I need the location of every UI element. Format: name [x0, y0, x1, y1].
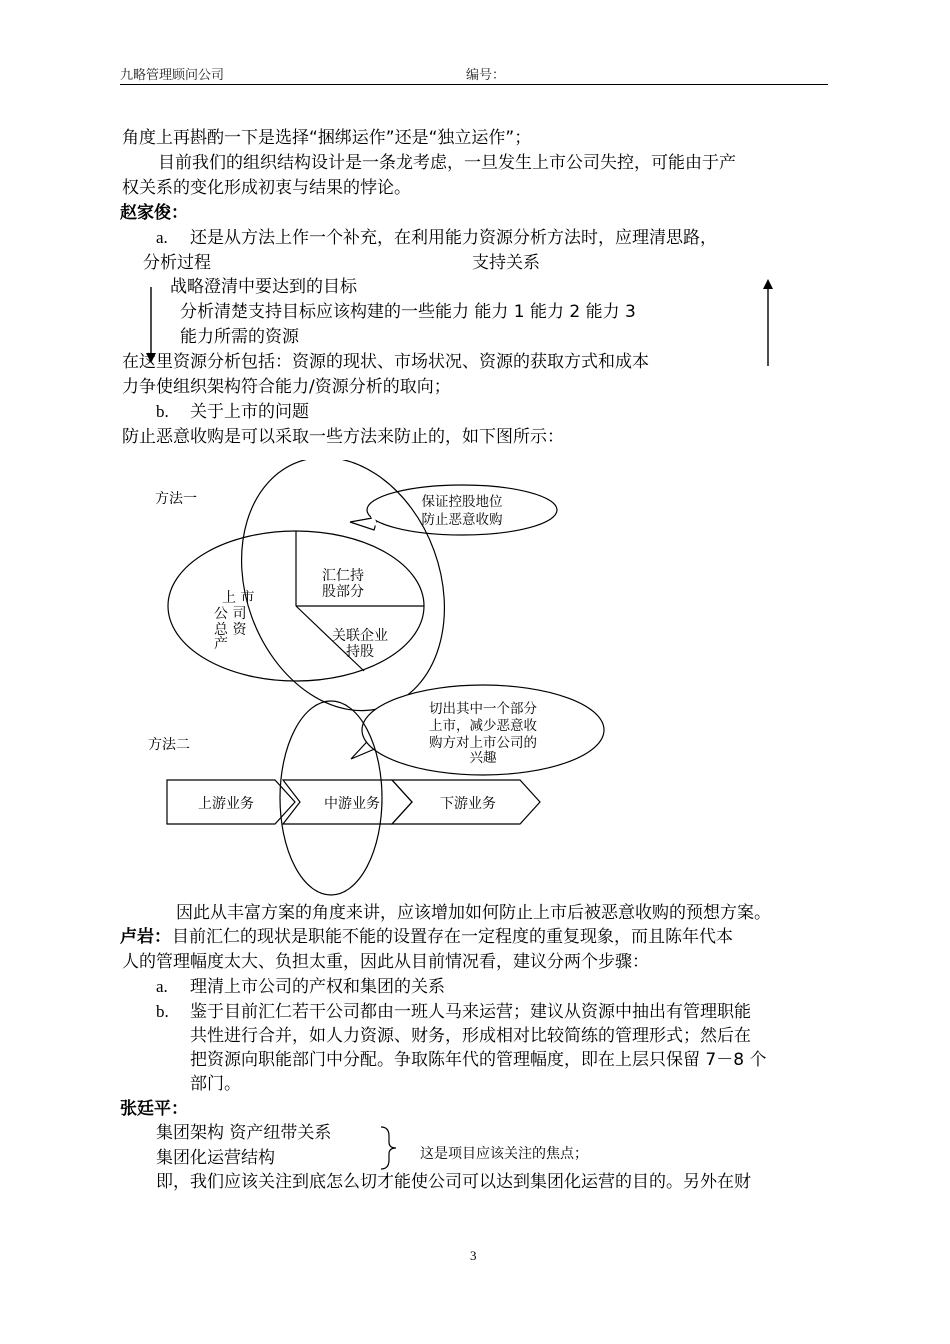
- speaker-name: 赵家俊：: [120, 203, 188, 223]
- analysis-step: 战略澄清中要达到的目标: [170, 277, 357, 297]
- text-line: 防止恶意收购是可以采取一些方法来防止的，如下图所示：: [122, 427, 564, 447]
- text-line: 角度上再斟酌一下是选择“捆绑运作”还是“独立运作”；: [122, 128, 532, 148]
- focus-note: 这是项目应该关注的焦点；: [420, 1147, 588, 1162]
- method-two-label: 方法二: [148, 737, 190, 753]
- value-chain: [167, 780, 540, 824]
- analysis-step: 能力所需的资源: [180, 327, 299, 347]
- speaker-name: 张廷平：: [120, 1099, 188, 1119]
- list-item-text: 把资源向职能部门中分配。争取陈年代的管理幅度，即在上层只保留 7－8 个: [190, 1050, 767, 1070]
- list-marker: b.: [156, 1002, 169, 1021]
- callout-bubble-1: [350, 485, 557, 535]
- right-brace-icon: [378, 1124, 400, 1172]
- text-line: 在这里资源分析包括：资源的现状、市场状况、资源的获取方式和成本: [122, 352, 649, 372]
- callout-text: 保证控股地位: [421, 494, 503, 510]
- header-number-label: 编号：: [466, 68, 506, 83]
- text-line: 目前汇仁的现状是职能不能的设置存在一定程度的重复现象，而且陈年代本: [172, 927, 733, 947]
- pie-label: 股部分: [322, 584, 364, 600]
- page-number: 3: [470, 1248, 477, 1263]
- callout-text: 兴趣: [469, 750, 497, 766]
- pie-label: 总 资: [214, 622, 247, 638]
- list-marker: a.: [156, 228, 168, 247]
- pie-label: 汇仁持: [322, 568, 364, 584]
- text-line: 目前我们的组织结构设计是一条龙考虑，一旦发生上市公司失控，可能由于产: [158, 153, 736, 173]
- list-item-text: 关于上市的问题: [190, 402, 309, 422]
- text-line: 集团架构 资产纽带关系: [156, 1123, 332, 1143]
- method-one-label: 方法一: [155, 491, 197, 507]
- chain-step-label: 上游业务: [198, 796, 254, 812]
- pie-label: 持股: [346, 644, 374, 660]
- text-line: 因此从丰富方案的角度来讲，应该增加如何防止上市后被恶意收购的预想方案。: [176, 903, 771, 923]
- callout-text: 上市，减少恶意收: [429, 718, 537, 734]
- callout-text: 防止恶意收购: [421, 512, 503, 528]
- pie-label: 关联企业: [332, 628, 388, 644]
- anti-takeover-diagram: [0, 460, 950, 900]
- label-support-relation: 支持关系: [472, 253, 540, 273]
- text-line: 即，我们应该关注到底怎么切才能使公司可以达到集团化运营的目的。另外在财: [156, 1172, 751, 1192]
- text-line: 集团化运营结构: [156, 1148, 275, 1168]
- pie-label: 产: [214, 636, 228, 652]
- analysis-step: 分析清楚支持目标应该构建的一些能力 能力 1 能力 2 能力 3: [180, 302, 636, 322]
- label-analysis-process: 分析过程: [143, 253, 211, 273]
- chain-step-label: 下游业务: [440, 796, 496, 812]
- callout-text: 购方对上市公司的: [429, 735, 537, 751]
- list-marker: a.: [156, 977, 168, 996]
- header-company: 九略管理顾问公司: [120, 68, 225, 83]
- text-line: 力争使组织架构符合能力/资源分析的取向；: [122, 377, 451, 397]
- pie-label: 公 司: [214, 606, 247, 622]
- text-line: 权关系的变化形成初衷与结果的悖论。: [122, 178, 411, 198]
- speaker-name: 卢岩：: [120, 927, 171, 947]
- list-item-text: 理清上市公司的产权和集团的关系: [190, 977, 445, 997]
- callout-bubble-2: [351, 685, 604, 775]
- list-item-text: 鉴于目前汇仁若干公司都由一班人马来运营；建议从资源中抽出有管理职能: [190, 1002, 751, 1022]
- list-item-text: 还是从方法上作一个补充，在利用能力资源分析方法时，应理清思路，: [190, 228, 717, 248]
- up-arrow-icon: [758, 276, 780, 368]
- callout-text: 切出其中一个部分: [429, 701, 537, 717]
- list-item-text: 共性进行合并，如人力资源、财务，形成相对比较简练的管理形式；然后在: [190, 1026, 751, 1046]
- pie-total-assets: [168, 531, 424, 681]
- chain-step-label: 中游业务: [324, 796, 380, 812]
- pie-label: 上 市: [222, 590, 255, 606]
- list-item-text: 部门。: [190, 1074, 241, 1094]
- header-rule: [120, 84, 828, 85]
- list-marker: b.: [156, 402, 169, 421]
- text-line: 人的管理幅度太大、负担太重，因此从目前情况看，建议分两个步骤：: [122, 952, 649, 972]
